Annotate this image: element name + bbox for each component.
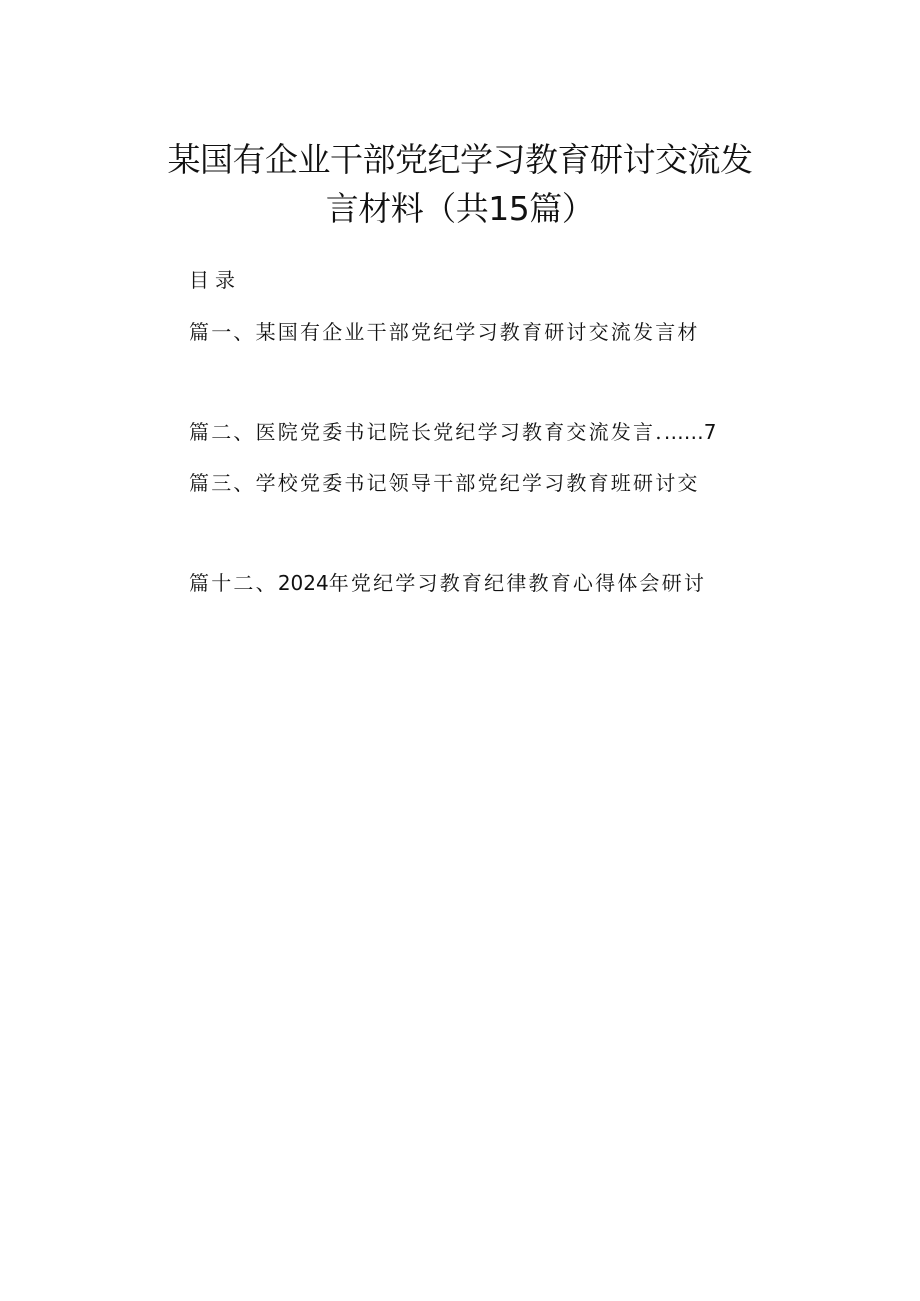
toc-item-3-text: 篇三、学校党委书记领导干部党纪学习教育班研讨交 xyxy=(189,471,700,495)
toc-item-12[interactable] xyxy=(189,567,706,596)
toc-item-12-prefix: 篇十二、 xyxy=(189,571,278,595)
toc-item-2[interactable] xyxy=(189,416,717,445)
document-title-line-2: 言材料（共15篇） xyxy=(325,189,595,228)
toc-item-12-year: 2024 xyxy=(277,571,329,595)
document-title-line-1: 某国有企业干部党纪学习教育研讨交流发 xyxy=(167,140,753,179)
toc-item-1[interactable] xyxy=(189,316,700,345)
toc-item-2-leader: …… xyxy=(663,420,704,444)
toc-heading: 目录 xyxy=(189,268,241,292)
toc-item-12-text: 年党纪学习教育纪律教育心得体会研讨 xyxy=(328,571,707,595)
toc-item-2-text: 篇二、医院党委书记院长党纪学习教育交流发言. xyxy=(189,420,664,444)
toc-item-1-text: 篇一、某国有企业干部党纪学习教育研讨交流发言材 xyxy=(189,320,700,344)
toc-item-2-page-number: 7 xyxy=(703,420,717,444)
toc-item-3[interactable] xyxy=(189,467,700,496)
